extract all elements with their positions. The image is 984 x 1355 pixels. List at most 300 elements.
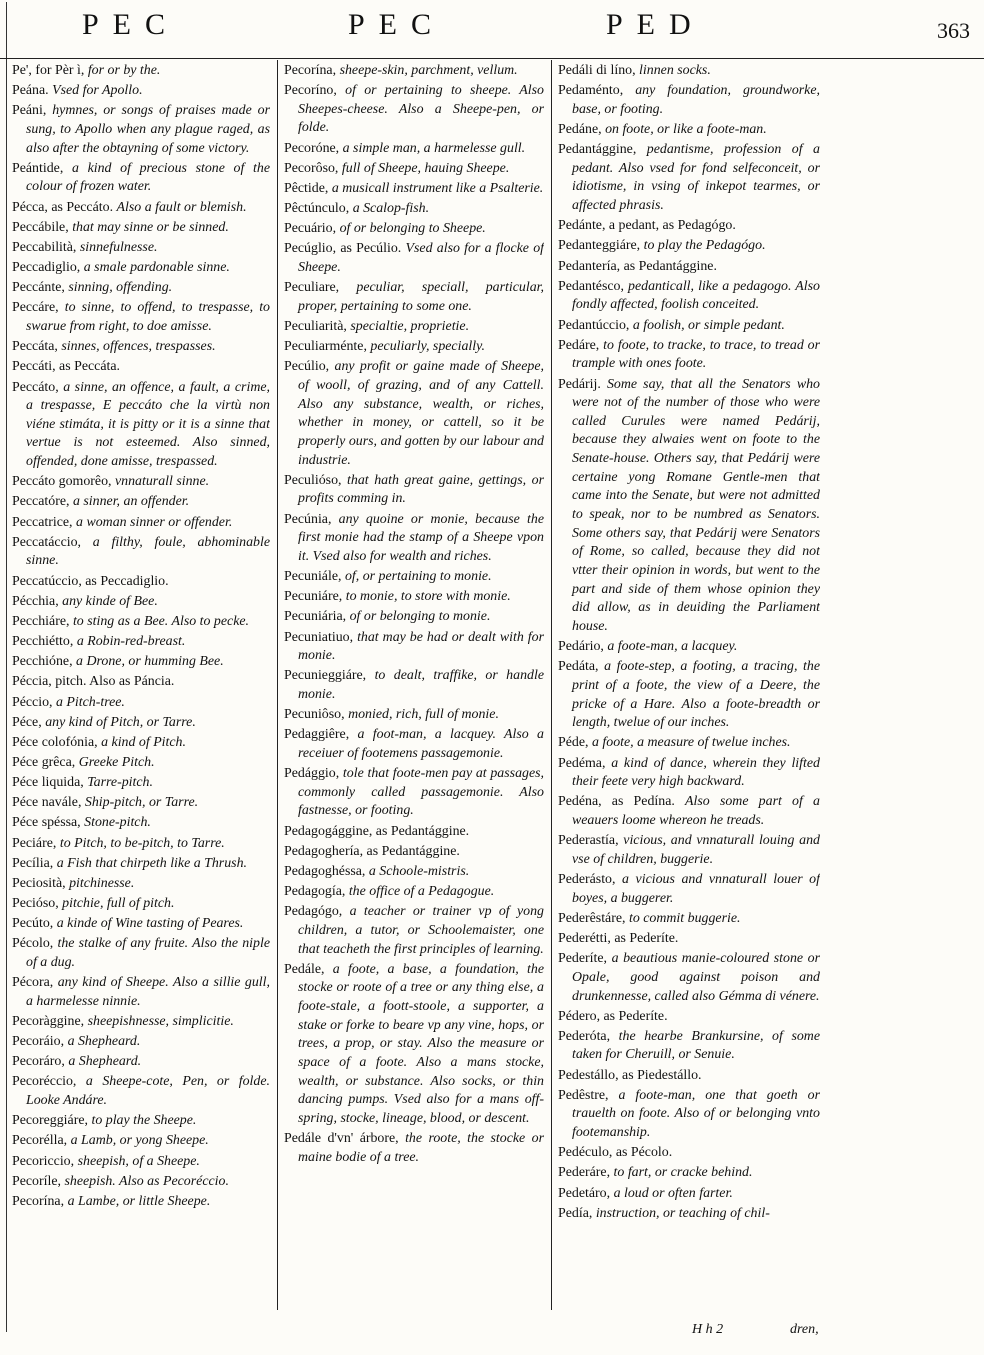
definition: any quoine or monie, because the first monie had the stamp of a Sheepe vpon it. Vsed also for wealth and riches. bbox=[298, 511, 544, 564]
headword: Pecuniále, bbox=[284, 569, 342, 585]
definition: a Lambe, or little Sheepe. bbox=[67, 1193, 211, 1209]
definition: sinning, offending. bbox=[68, 280, 173, 296]
dictionary-entry bbox=[12, 493, 270, 512]
headword: Pecuniáre, bbox=[284, 589, 343, 605]
headword: Pedáta, bbox=[558, 659, 599, 675]
definition: a sinne, an offence, a fault, a crime, a trespasse, E peccáto che la virtù non viéne stimáta, it is pitty or it is a sinne that vertue is not esteemed. Also sinned, offended, done amisse, trespassed. bbox=[26, 379, 270, 470]
definition: sinnes, offences, trespasses. bbox=[61, 339, 216, 355]
headword: Péce liquida, bbox=[12, 775, 84, 791]
definition: of or pertaining to sheepe. Also Sheepes-cheese. Also a Sheepe-pen, or folde. bbox=[298, 83, 544, 136]
headword: Pedantággine, bbox=[558, 142, 637, 158]
definition: a Drone, or humming Bee. bbox=[76, 654, 224, 670]
dictionary-entry bbox=[284, 765, 544, 821]
dictionary-entry bbox=[558, 82, 820, 119]
dictionary-entry bbox=[558, 930, 820, 949]
dictionary-entry bbox=[12, 734, 270, 753]
header-rule bbox=[0, 58, 984, 59]
headword: Péce grêca, bbox=[12, 754, 76, 770]
headword: Péce, bbox=[12, 714, 42, 730]
dictionary-entry bbox=[284, 629, 544, 666]
dictionary-entry bbox=[12, 219, 270, 238]
dictionary-column-3 bbox=[558, 62, 820, 1324]
definition: vnnaturall sinne. bbox=[115, 474, 210, 490]
column-rule-2 bbox=[551, 60, 552, 1310]
headword: Pederétti, as Pederíte. bbox=[558, 931, 679, 947]
dictionary-entry bbox=[12, 573, 270, 592]
headword: Peciáre, bbox=[12, 835, 57, 851]
headword: Pecoríno, bbox=[284, 83, 337, 99]
dictionary-entry bbox=[12, 338, 270, 357]
definition: Tarre-pitch. bbox=[87, 775, 153, 791]
dictionary-entry bbox=[558, 950, 820, 1006]
definition: any profit or gaine made of Sheepe, of wooll, of grazing, and of any Cattell. Also any substance, wealth, or riches, whether in money, or cattell, so it be properly ours, and gotten by our labour and industrie. bbox=[298, 359, 544, 468]
headword: Peccatáccio, bbox=[12, 534, 82, 550]
headword: Pedagógo, bbox=[284, 904, 343, 920]
dictionary-entry bbox=[284, 240, 544, 277]
headword: Peculiarménte, bbox=[284, 339, 367, 355]
dictionary-entry bbox=[12, 653, 270, 672]
definition: a Lamb, or yong Sheepe. bbox=[70, 1133, 209, 1149]
headword: Peccatrice, bbox=[12, 514, 73, 530]
definition: to foote, to tracke, to trace, to tread or trample with ones foote. bbox=[572, 337, 820, 372]
dictionary-entry bbox=[12, 974, 270, 1011]
dictionary-entry bbox=[284, 1130, 544, 1167]
definition: a simple man, a harmelesse gull. bbox=[342, 140, 526, 156]
dictionary-column-1 bbox=[12, 62, 270, 1324]
definition: pitchie, full of pitch. bbox=[62, 896, 175, 912]
definition: a foote-man, a lacquey. bbox=[607, 639, 738, 655]
dictionary-entry bbox=[558, 1087, 820, 1143]
dictionary-entry bbox=[284, 588, 544, 607]
dictionary-entry bbox=[12, 714, 270, 733]
definition: sinnefulnesse. bbox=[79, 239, 158, 255]
dictionary-entry bbox=[558, 121, 820, 140]
definition: sheepish, of a Sheepe. bbox=[77, 1153, 200, 1169]
dictionary-entry bbox=[12, 754, 270, 773]
definition: a woman sinner or offender. bbox=[76, 514, 233, 530]
headword: Pecorélla, bbox=[12, 1133, 68, 1149]
definition: Greeke Pitch. bbox=[78, 754, 155, 770]
headword: Pécchia, bbox=[12, 593, 59, 609]
headword: Pecoreggiáre, bbox=[12, 1113, 88, 1129]
dictionary-entry bbox=[558, 317, 820, 336]
definition: pitchinesse. bbox=[69, 875, 135, 891]
headword: Pedanteggiáre, bbox=[558, 238, 641, 254]
definition: Vsed for Apollo. bbox=[52, 83, 143, 99]
definition: a foote, a measure of twelue inches. bbox=[591, 735, 791, 751]
headword: Peáni, bbox=[12, 103, 47, 119]
headword: Pedéna, as Pedína. bbox=[558, 794, 675, 810]
headword: Peccáto, bbox=[12, 379, 59, 395]
headword: Pedánte, a pedant, as Pedagógo. bbox=[558, 218, 736, 234]
dictionary-entry bbox=[284, 608, 544, 627]
definition: instruction, or teaching of chil- bbox=[595, 1205, 770, 1221]
definition: that hath great gaine, gettings, or profits comming in. bbox=[298, 472, 544, 507]
definition: to fart, or cracke behind. bbox=[613, 1165, 753, 1181]
dictionary-entry bbox=[12, 633, 270, 652]
definition: to sting as a Bee. Also to pecke. bbox=[72, 613, 249, 629]
definition: a foote-man, one that goeth or trauelth on foote. Also of or belonging vnto footemanship. bbox=[572, 1087, 820, 1141]
headword: Pederáre, bbox=[558, 1165, 611, 1181]
definition: that may sinne or be sinned. bbox=[72, 219, 229, 235]
definition: any kind of Sheepe. Also a sillie gull, a harmelesse ninnie. bbox=[26, 975, 270, 1009]
dictionary-entry bbox=[12, 1112, 270, 1131]
dictionary-entry bbox=[284, 200, 544, 219]
headword: Peccábile, bbox=[12, 219, 69, 235]
headword: Pecunieggiáre, bbox=[284, 668, 367, 684]
definition: Some say, that all the Senators who were not of the number of those who were called Curules were named Pedárij, because they alwaies went on foote to the Senate-house. Others say, that Pedárij were certaine yong Romane Gentle-men that came into the Senate, but were not admitted to speak, nor to be numbred as Senators. Some others say, that Pedárij were Senators of Rome, so called, because they did not vtter their opinion in words, but went to the part and side of them whose opinion they did allow, as in deuiding the Parliament house. bbox=[572, 376, 820, 635]
definition: of, or pertaining to monie. bbox=[344, 569, 492, 585]
definition: tole that foote-men pay at passages, commonly called passagemonie. Also fastnesse, or footing. bbox=[298, 766, 544, 819]
definition: sheepe-skin, parchment, vellum. bbox=[339, 63, 518, 78]
definition: a loud or often farter. bbox=[613, 1185, 733, 1201]
definition: for or by the. bbox=[87, 63, 161, 78]
headword: Pedaggiêre, bbox=[284, 727, 350, 743]
definition: a foote-step, a footing, a tracing, the print of a foote, the view of a Deere, the pricke of a Hare. Also a foote-breadth or length, twelue of our inches. bbox=[572, 659, 820, 731]
definition: of or belonging to monie. bbox=[349, 609, 491, 625]
dictionary-entry bbox=[12, 1053, 270, 1072]
headword: Pedáne, bbox=[558, 121, 602, 137]
headword: Pedagoghería, as Pedantággine. bbox=[284, 843, 460, 859]
dictionary-entry bbox=[284, 338, 544, 357]
dictionary-entry bbox=[12, 1173, 270, 1192]
definition: a kind of Pitch. bbox=[101, 734, 186, 750]
dictionary-entry bbox=[12, 379, 270, 472]
definition: specialtie, proprietie. bbox=[350, 319, 470, 335]
signature-mark: H h 2 bbox=[692, 1322, 724, 1337]
definition: a foolish, or simple pedant. bbox=[632, 317, 785, 333]
dictionary-entry bbox=[12, 895, 270, 914]
definition: any kind of Pitch, or Tarre. bbox=[45, 714, 196, 730]
definition: pedantisme, profession of a pedant. Also vsed for fond selfeconceit, or idiotisme, in vsing of inkepot tearmes, or affected phrasis. bbox=[572, 142, 820, 214]
definition: the stalke of any fruite. Also the niple of a dug. bbox=[26, 936, 270, 971]
definition: a Fish that chirpeth like a Thrush. bbox=[56, 855, 247, 871]
headword: Pedía, bbox=[558, 1205, 593, 1221]
headword: Pedále d'vn' árbore, bbox=[284, 1131, 399, 1147]
dictionary-entry bbox=[558, 1164, 820, 1183]
dictionary-entry bbox=[284, 903, 544, 959]
definition: a smale pardonable sinne. bbox=[83, 260, 230, 276]
definition: a Robin-red-breast. bbox=[76, 634, 186, 650]
dictionary-entry bbox=[558, 1067, 820, 1086]
dictionary-entry bbox=[558, 734, 820, 753]
dictionary-entry bbox=[12, 835, 270, 854]
dictionary-entry bbox=[558, 337, 820, 374]
definition: Vsed also for a flocke of Sheepe. bbox=[298, 241, 544, 276]
dictionary-entry bbox=[558, 755, 820, 792]
headword: Peccáre, bbox=[12, 300, 59, 316]
definition: the office of a Pedagogue. bbox=[348, 884, 495, 900]
dictionary-entry bbox=[12, 239, 270, 258]
dictionary-entry bbox=[12, 259, 270, 278]
headword: Pecuniária, bbox=[284, 609, 347, 625]
definition: a foot-man, a lacquey. Also a receiuer of footemens passagemonie. bbox=[298, 727, 544, 761]
headword: Pêctúnculo, bbox=[284, 201, 350, 217]
headword: Pécolo, bbox=[12, 936, 54, 952]
definition: a Shepheard. bbox=[68, 1054, 142, 1070]
headword: Pecuniôso, bbox=[284, 707, 345, 723]
dictionary-entry bbox=[12, 534, 270, 571]
dictionary-entry bbox=[558, 376, 820, 637]
definition: to Pitch, to be-pitch, to Tarre. bbox=[59, 835, 225, 851]
dictionary-entry bbox=[284, 883, 544, 902]
definition: a Pitch-tree. bbox=[55, 694, 125, 710]
headword: Péce colofónia, bbox=[12, 734, 98, 750]
dictionary-entry bbox=[284, 726, 544, 763]
headword: Pecília, bbox=[12, 855, 54, 871]
headword: Pederastía, bbox=[558, 833, 619, 849]
headword: Pecuniatiuo, bbox=[284, 629, 354, 645]
headword: Peculióso, bbox=[284, 472, 342, 488]
dictionary-entry bbox=[284, 318, 544, 337]
definition: to play the Sheepe. bbox=[91, 1113, 197, 1129]
dictionary-entry bbox=[284, 706, 544, 725]
dictionary-entry bbox=[12, 814, 270, 833]
headword: Pedaménto, bbox=[558, 83, 624, 99]
headword: Péccio, bbox=[12, 694, 53, 710]
dictionary-entry bbox=[558, 258, 820, 277]
headword: Péde, bbox=[558, 735, 589, 751]
headword: Pedagogía, bbox=[284, 884, 346, 900]
definition: a Sheepe-cote, Pen, or folde. Looke Andáre. bbox=[26, 1074, 270, 1109]
headword: Pedário, bbox=[558, 639, 604, 655]
headword: Pecoráro, bbox=[12, 1054, 65, 1070]
headword: Peculiare, bbox=[284, 280, 340, 296]
headword: Pécora, bbox=[12, 975, 54, 991]
definition: a kind of precious stone of the colour of frozen water. bbox=[26, 160, 270, 195]
dictionary-entry bbox=[558, 141, 820, 216]
headword: Pedággio, bbox=[284, 766, 340, 782]
dictionary-entry bbox=[12, 102, 270, 158]
dictionary-entry bbox=[12, 673, 270, 692]
headword: Pecorína, bbox=[12, 1193, 65, 1209]
headword: Pedêstre, bbox=[558, 1087, 609, 1103]
headword: Peccáta, bbox=[12, 339, 58, 355]
definition: peculiarly, specially. bbox=[370, 339, 485, 355]
dictionary-entry bbox=[284, 82, 544, 138]
headword: Péce navále, bbox=[12, 795, 82, 811]
headword: Pecoráio, bbox=[12, 1034, 65, 1050]
headword: Peántide, bbox=[12, 160, 64, 176]
definition: vicious, and vnnaturall louing and vse of children, buggerie. bbox=[572, 833, 820, 867]
headword: Pedéma, bbox=[558, 755, 606, 771]
headword: Pecchióne, bbox=[12, 654, 73, 670]
definition: linnen socks. bbox=[639, 63, 711, 78]
dictionary-entry bbox=[558, 217, 820, 236]
dictionary-entry bbox=[284, 62, 544, 81]
dictionary-entry bbox=[284, 358, 544, 470]
column-rule-1 bbox=[277, 60, 278, 1310]
dictionary-entry bbox=[12, 875, 270, 894]
headword: Pecoréccio, bbox=[12, 1074, 77, 1090]
headword: Peccatúccio, as Peccadiglio. bbox=[12, 573, 169, 589]
headword: Peána. bbox=[12, 83, 49, 99]
dictionary-entry bbox=[12, 1193, 270, 1212]
dictionary-entry bbox=[558, 1205, 820, 1224]
dictionary-entry bbox=[284, 279, 544, 316]
catchword: dren, bbox=[790, 1322, 819, 1337]
headword: Péccia, pitch. Also as Páncia. bbox=[12, 674, 175, 690]
running-head-right: PED bbox=[606, 8, 705, 41]
definition: a musicall instrument like a Psalterie. bbox=[331, 180, 544, 196]
dictionary-entry bbox=[558, 658, 820, 733]
headword: Pedantésco, bbox=[558, 278, 624, 294]
running-head-left: PEC bbox=[82, 8, 180, 41]
headword: Pedárij. bbox=[558, 376, 601, 392]
headword: Pecuário, bbox=[284, 221, 337, 237]
headword: Pe', for Pèr ì, bbox=[12, 63, 85, 78]
headword: Peccáto gomorêo, bbox=[12, 474, 112, 490]
definition: on foote, or like a foote-man. bbox=[605, 121, 767, 137]
headword: Peccadiglio, bbox=[12, 260, 81, 276]
dictionary-entry bbox=[284, 863, 544, 882]
headword: Pecúglio, as Pecúlio. bbox=[284, 241, 402, 257]
dictionary-entry bbox=[558, 1144, 820, 1163]
headword: Pecchiáre, bbox=[12, 613, 70, 629]
definition: to sinne, to offend, to trespasse, to swarue from right, to doe amisse. bbox=[26, 300, 270, 335]
headword: Pedéculo, as Pécolo. bbox=[558, 1145, 673, 1161]
dictionary-entry bbox=[558, 1028, 820, 1065]
headword: Pecchiétto, bbox=[12, 634, 74, 650]
headword: Pêctide, bbox=[284, 180, 329, 196]
definition: any kinde of Bee. bbox=[62, 593, 158, 609]
definition: Also a fault or blemish. bbox=[116, 199, 247, 215]
definition: sheepish. Also as Pecoréccio. bbox=[64, 1173, 229, 1189]
definition: pedanticall, like a pedagogo. Also fondly affected, foolish conceited. bbox=[572, 278, 820, 313]
headword: Pédero, as Pederíte. bbox=[558, 1008, 668, 1024]
headword: Pederêstáre, bbox=[558, 910, 626, 926]
dictionary-entry bbox=[558, 237, 820, 256]
dictionary-entry bbox=[12, 160, 270, 197]
definition: a beautious manie-coloured stone or Opale, good against poison and drunkennesse, called also Gémma di vénere. bbox=[572, 951, 820, 1004]
dictionary-entry bbox=[284, 220, 544, 239]
headword: Pedáli di líno, bbox=[558, 63, 636, 78]
headword: Peciosità, bbox=[12, 875, 66, 891]
definition: a teacher or trainer vp of yong children, a tutor, or Schoolemaister, one that teacheth the first principles of learning. bbox=[298, 904, 544, 957]
dictionary-entry bbox=[558, 278, 820, 315]
dictionary-entry bbox=[12, 794, 270, 813]
definition: a Shepheard. bbox=[67, 1034, 141, 1050]
dictionary-entry bbox=[558, 1185, 820, 1204]
definition: of or belonging to Sheepe. bbox=[339, 221, 486, 237]
headword: Pedestállo, as Piedestállo. bbox=[558, 1067, 702, 1083]
page-number: 363 bbox=[937, 18, 970, 43]
dictionary-entry bbox=[12, 514, 270, 533]
headword: Pedagogággine, as Pedantággine. bbox=[284, 823, 470, 839]
headword: Peccáti, as Peccáta. bbox=[12, 359, 120, 375]
dictionary-entry bbox=[12, 935, 270, 972]
headword: Pedetáro, bbox=[558, 1185, 611, 1201]
headword: Peccabilità, bbox=[12, 239, 77, 255]
dictionary-entry bbox=[558, 871, 820, 908]
dictionary-entry bbox=[12, 1013, 270, 1032]
dictionary-entry bbox=[12, 473, 270, 492]
dictionary-entry bbox=[12, 915, 270, 934]
definition: sheepishnesse, simplicitie. bbox=[87, 1014, 234, 1029]
headword: Pecoràggine, bbox=[12, 1014, 85, 1029]
headword: Peculiarità, bbox=[284, 319, 347, 335]
definition: full of Sheepe, hauing Sheepe. bbox=[341, 160, 510, 176]
dictionary-entry bbox=[12, 1153, 270, 1172]
dictionary-entry bbox=[12, 855, 270, 874]
dictionary-entry bbox=[284, 180, 544, 199]
definition: a Scalop-fish. bbox=[352, 201, 430, 217]
definition: that may be had or dealt with for monie. bbox=[298, 629, 544, 664]
headword: Pécca, as Peccáto. bbox=[12, 199, 114, 215]
dictionary-entry bbox=[284, 160, 544, 179]
dictionary-entry bbox=[284, 140, 544, 159]
dictionary-entry bbox=[12, 593, 270, 612]
definition: Stone-pitch. bbox=[84, 815, 151, 831]
definition: any foundation, groundworke, base, or footing. bbox=[572, 83, 820, 117]
dictionary-entry bbox=[12, 199, 270, 218]
headword: Pecoriccio, bbox=[12, 1153, 75, 1169]
headword: Peccatóre, bbox=[12, 494, 70, 510]
dictionary-entry bbox=[12, 279, 270, 298]
dictionary-entry bbox=[558, 793, 820, 830]
headword: Pederóta, bbox=[558, 1028, 611, 1044]
headword: Pecúlio, bbox=[284, 359, 330, 375]
dictionary-entry bbox=[558, 1008, 820, 1027]
dictionary-entry bbox=[558, 638, 820, 657]
headword: Pecúto, bbox=[12, 916, 54, 932]
definition: the roote, the stocke or maine bodie of a tree. bbox=[298, 1131, 544, 1165]
headword: Pecorôso, bbox=[284, 160, 339, 176]
dictionary-entry bbox=[12, 694, 270, 713]
definition: to play the Pedagógo. bbox=[643, 238, 766, 254]
definition: hymnes, or songs of praises made or sung, to Apollo when any plague raged, as also after the obtayning of some victory. bbox=[26, 103, 270, 156]
dictionary-entry bbox=[284, 823, 544, 842]
headword: Pecoríle, bbox=[12, 1173, 61, 1189]
dictionary-entry bbox=[12, 1073, 270, 1110]
dictionary-entry bbox=[284, 843, 544, 862]
definition: Ship-pitch, or Tarre. bbox=[84, 795, 199, 811]
page-header bbox=[0, 8, 984, 52]
headword: Pecúnia, bbox=[284, 511, 332, 527]
dictionary-entry bbox=[12, 358, 270, 377]
headword: Pedáre, bbox=[558, 337, 600, 353]
definition: monied, rich, full of monie. bbox=[348, 707, 499, 723]
dictionary-entry bbox=[284, 511, 544, 567]
dictionary-entry bbox=[284, 472, 544, 509]
dictionary-column-2 bbox=[284, 62, 544, 1324]
dictionary-entry bbox=[12, 299, 270, 336]
dictionary-entry bbox=[284, 568, 544, 587]
dictionary-entry bbox=[12, 82, 270, 101]
dictionary-entry bbox=[12, 62, 270, 81]
headword: Pecorína, bbox=[284, 63, 337, 78]
headword: Pederíte, bbox=[558, 951, 607, 967]
definition: a sinner, an offender. bbox=[72, 494, 190, 510]
headword: Pedále, bbox=[284, 961, 325, 977]
dictionary-entry bbox=[558, 832, 820, 869]
definition: a kind of dance, wherein they lifted their feete very high backward. bbox=[572, 755, 820, 790]
definition: Also some part of a weauers loome whereon he treads. bbox=[572, 794, 820, 829]
definition: to monie, to store with monie. bbox=[345, 589, 511, 605]
dictionary-entry bbox=[558, 62, 820, 81]
dictionary-entry bbox=[284, 667, 544, 704]
headword: Péce spéssa, bbox=[12, 815, 81, 831]
headword: Pecoróne, bbox=[284, 140, 340, 156]
definition: the hearbe Brankursine, of some taken for Cheruill, or Senuie. bbox=[572, 1028, 820, 1063]
headword: Pedagoghéssa, bbox=[284, 863, 366, 879]
headword: Peccánte, bbox=[12, 280, 65, 296]
headword: Pedantería, as Pedantággine. bbox=[558, 258, 717, 274]
definition: peculiar, speciall, particular, proper, pertaining to some one. bbox=[298, 280, 544, 314]
definition: a Schoole-mistris. bbox=[368, 863, 470, 879]
dictionary-entry bbox=[284, 961, 544, 1129]
definition: a filthy, foule, abhominable sinne. bbox=[26, 534, 270, 569]
